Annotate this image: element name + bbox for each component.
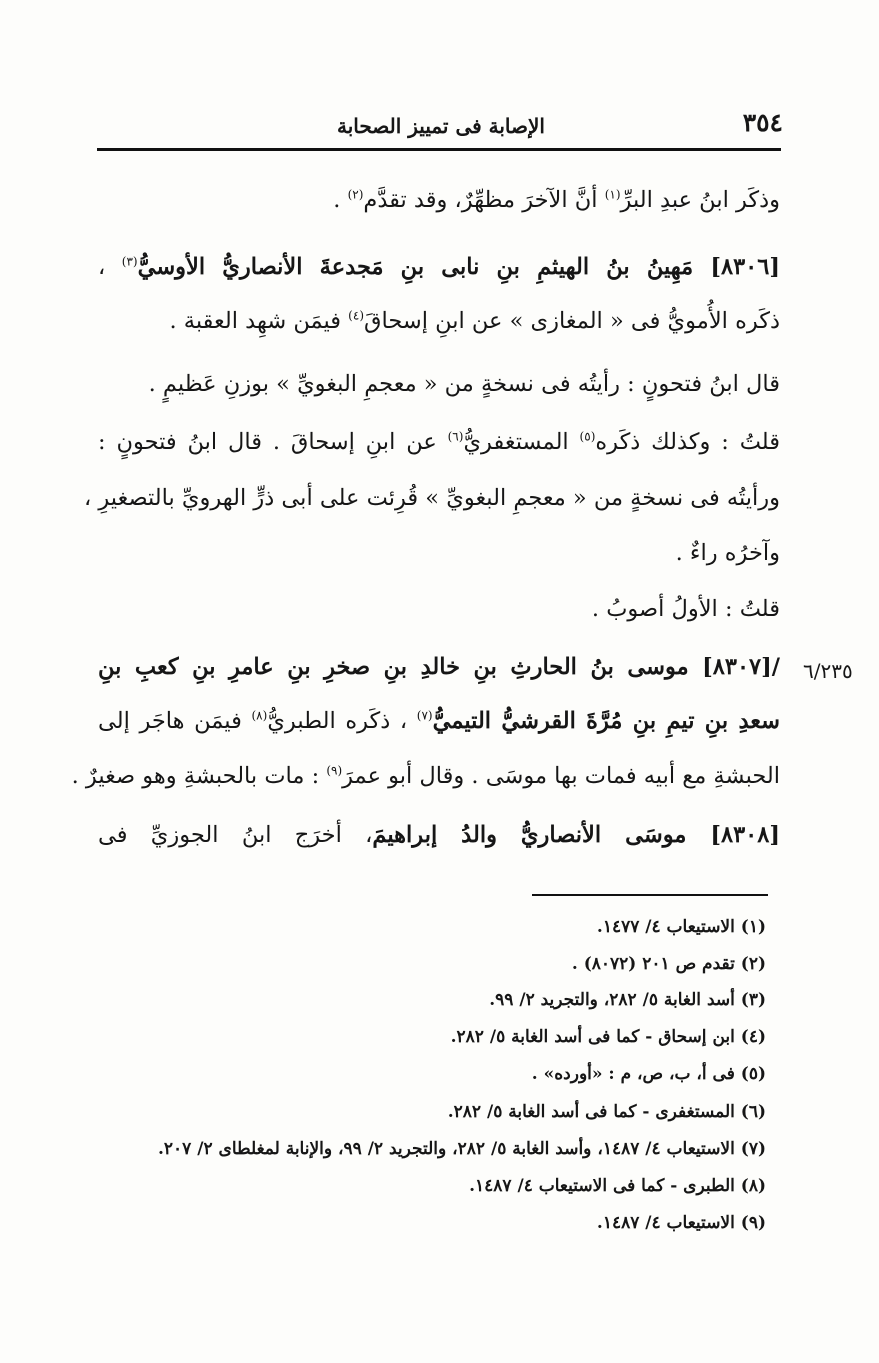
page-number: ٣٥٤ (742, 108, 783, 137)
margin-reference: ٦/٢٣٥ (803, 659, 853, 683)
footnote-ref: (٩) (326, 763, 343, 778)
footnote-ref: (٥) (579, 429, 596, 444)
footnote: (٦) المستغفرى - كما فى أسد الغابة ٥/ ٢٨٢. (447, 1102, 766, 1122)
header-rule (97, 148, 781, 151)
footnote-ref: (٧) (416, 708, 433, 723)
entry-8306-heading: [٨٣٠٦] مَهِينُ بنُ الهيثمِ بنِ نابى بنِ مَجدعةَ الأنصاريُّ الأوسيُّ$^{(٣)}$ ، (98, 254, 780, 280)
footnote-ref: (٣) (121, 254, 138, 269)
footnote-ref: (٢) (347, 187, 364, 202)
text-line: قلتُ : الأولُ أصوبُ . (591, 596, 780, 622)
footnote: (٥) فى أ، ب، ص، م : «أورده» . (531, 1064, 766, 1084)
footnote-ref: (٦) (447, 429, 464, 444)
footnote-ref: (٨) (251, 708, 268, 723)
footnote-ref: (١) (604, 187, 621, 202)
text-line: وذكَر ابنُ عبدِ البرِّ$^{(١)}$ أنَّ الآخرَ مظهِّرٌ، وقد تقدَّم$^{(٢)}$ . (333, 187, 780, 213)
footnote: (١) الاستيعاب ٤/ ١٤٧٧. (596, 917, 766, 937)
text-line: سعدِ بنِ تيمِ بنِ مُرَّةَ القرشيُّ التيميُّ$^{(٧)}$ ، ذكَره الطبريُّ$^{(٨)}$ فيمَن هاجَر إلى (98, 708, 781, 734)
footnote: (٧) الاستيعاب ٤/ ١٤٨٧، وأسد الغابة ٥/ ٢٨٢، والتجريد ٢/ ٩٩، والإنابة لمغلطاى ٢/ ٢٠٧. (158, 1139, 766, 1159)
footnote: (٨) الطبرى - كما فى الاستيعاب ٤/ ١٤٨٧. (469, 1176, 766, 1196)
entry-8307-heading: /[٨٣٠٧] موسى بنُ الحارثِ بنِ خالدِ بنِ صخرِ بنِ عامرِ بنِ كعبِ بنِ (98, 654, 780, 680)
running-title: الإصابة فى تمييز الصحابة (337, 114, 545, 138)
text-line: الحبشةِ مع أبيه فمات بها موسَى . وقال أبو عمرَ$^{(٩)}$ : مات بالحبشةِ وهو صغيرٌ . (71, 763, 780, 789)
footnote-rule (532, 894, 768, 896)
text-line: ورأيتُه فى نسخةٍ من « معجمِ البغويِّ » قُرِئت على أبى ذرٍّ الهرويِّ بالتصغيرِ ، (83, 485, 780, 511)
text-line: قال ابنُ فتحونٍ : رأيتُه فى نسخةٍ من « معجمِ البغويِّ » بوزنِ عَظيمٍ . (148, 371, 780, 397)
footnote: (٩) الاستيعاب ٤/ ١٤٨٧. (596, 1213, 766, 1233)
footnote-ref: (٤) (348, 308, 364, 323)
page-header (97, 104, 783, 144)
entry-8308-heading: [٨٣٠٨] موسَى الأنصاريُّ والدُ إبراهيمَ، أخرَج ابنُ الجوزيِّ فى (98, 822, 780, 848)
text-line: قلتُ : وكذلك ذكَره$^{(٥)}$ المستغفريُّ$^{(٦)}$ عن ابنِ إسحاقَ . قال ابنُ فتحونٍ : (98, 429, 780, 455)
footnote: (٤) ابن إسحاق - كما فى أسد الغابة ٥/ ٢٨٢. (450, 1027, 766, 1047)
text-line: ذكَره الأُمويُّ فى « المغازى » عن ابنِ إسحاقَ$^{(٤)}$ فيمَن شهِد العقبة . (169, 308, 780, 334)
footnote: (٣) أسد الغابة ٥/ ٢٨٢، والتجريد ٢/ ٩٩. (489, 990, 766, 1010)
footnote: (٢) تقدم ص ٢٠١ (٨٠٧٢) . (571, 954, 766, 974)
text-line: وآخرُه راءٌ . (675, 540, 780, 566)
